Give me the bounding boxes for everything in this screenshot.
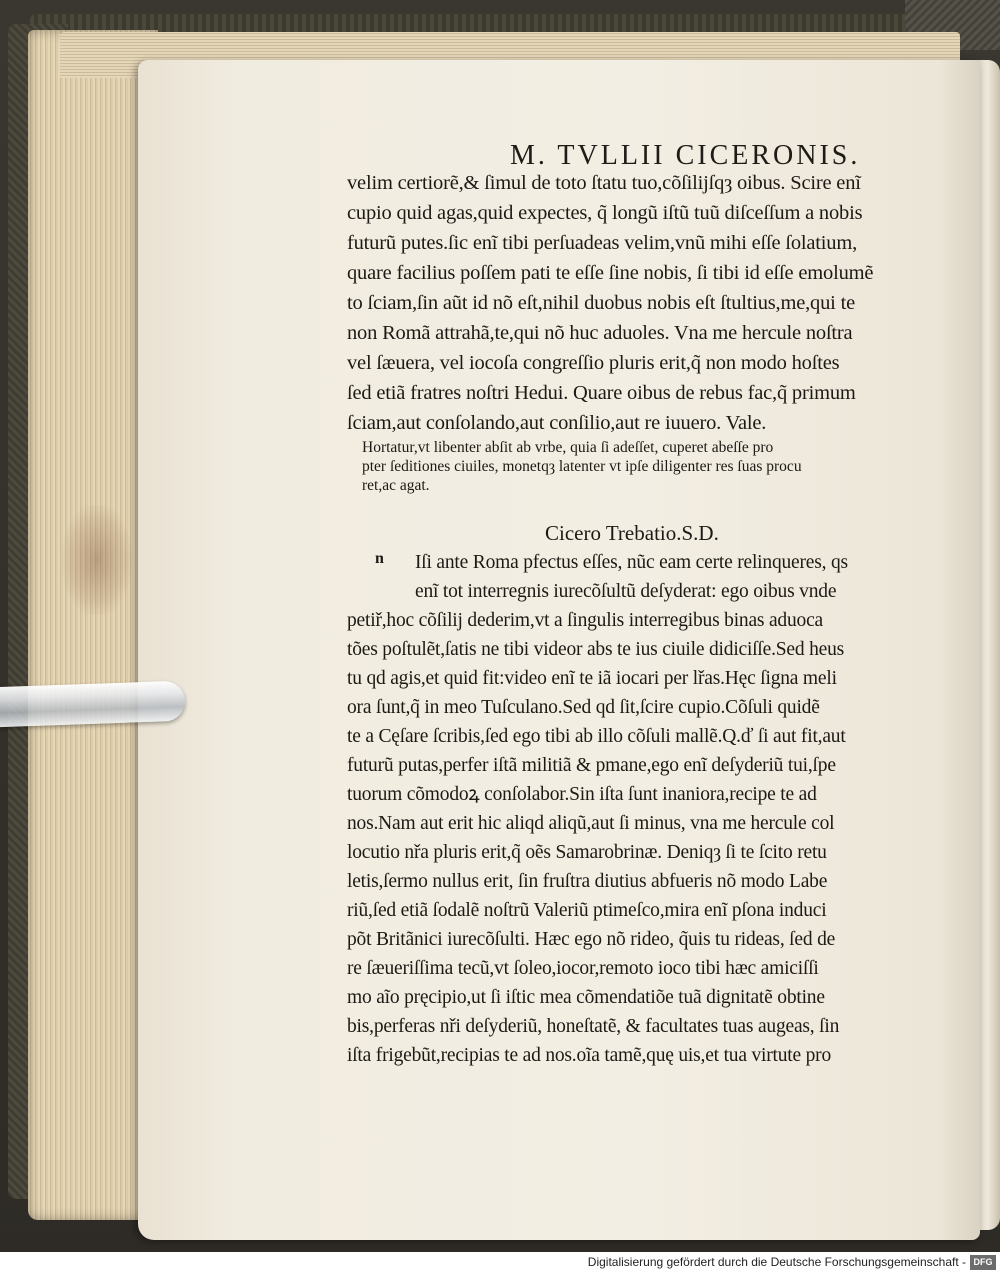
text-line: to ſciam,ſin aũt id nõ eſt,nihil duobus nobis eſt ſtultius,me,qui te [347, 292, 855, 314]
initial-letter: n [375, 550, 384, 567]
letter-body-text [347, 548, 937, 1070]
text-line: iſta frigebũt,recipias te ad nos.oĩa tamẽ,quę uis,et tua virtute pro [347, 1045, 832, 1066]
text-line: bis,perferas nři deſyderiũ, honeſtatẽ, & facultates tuas augeas, ſin [347, 1016, 840, 1037]
funding-credit: Digitalisierung gefördert durch die Deutsche Forschungsgemeinschaft - [587, 1255, 966, 1269]
argument-line: Hortatur,vt libenter abſit ab vrbe, quia ſi adeſſet, cuperet abeſſe pro [362, 439, 774, 456]
running-title: M. TVLLII CICERONIS. [510, 140, 861, 171]
text-line: velim certiorẽ,& ſimul de toto ſtatu tuo,cõſilijſqȝ oibus. Scire enĩ [347, 172, 861, 194]
text-line: tu qd agis,et quid fit:video enĩ te iã iocari per lřas.Hęc ſigna meli [347, 668, 837, 689]
argument-summary [362, 438, 942, 495]
text-line: nos.Nam aut erit hic aliqd aliqũ,aut ſi minus, vna me hercule col [347, 813, 835, 834]
glass-page-weight [0, 681, 186, 728]
footer-bar [0, 1252, 1000, 1274]
text-line: ſed etiã fratres noſtri Hedui. Quare oibus de rebus fac,q̃ primum [347, 382, 856, 404]
argument-line: ret,ac agat. [362, 477, 430, 494]
text-line: futurũ putas,perfer iſtã militiã & pmane,ego enĩ deſyderiũ tui,ſpe [347, 755, 836, 776]
text-line: letis,ſermo nullus erit, ſin fruſtra diutius abfueris nõ modo Labe [347, 871, 828, 892]
argument-line: pter ſeditiones ciuiles, monetqȝ latenter vt ipſe diligenter res ſuas procu [362, 458, 802, 475]
text-line: ſciam,aut conſolando,aut conſilio,aut re iuuero. Vale. [347, 412, 767, 434]
letter-heading: Cicero Trebatio.S.D. [545, 521, 719, 545]
text-line: petiř,hoc cõſilij dederim,vt a ſingulis interregibus binas aduoca [347, 610, 823, 631]
text-line: te a Cęſare ſcribis,ſed ego tibi ab illo cõſuli mallẽ.Q.ď ſi aut fit,aut [347, 726, 846, 747]
page-edge-stain [62, 505, 132, 615]
text-line: ora ſunt,q̃ in meo Tuſculano.Sed qd ſit,ſcire cupio.Cõſuli quidẽ [347, 697, 820, 718]
text-line: mo aĩo pręcipio,ut ſi iſtic mea cõmendatiõe tuã dignitatẽ obtine [347, 987, 825, 1008]
text-line: vel ſæuera, vel iocoſa congreſſio pluris erit,q̃ non modo hoſtes [347, 352, 840, 374]
text-line: cupio quid agas,quid expectes, q̃ longũ iſtũ tuũ diſceſſum a nobis [347, 202, 863, 224]
text-line: põt Britãnici iurecõſulti. Hæc ego nõ rideo, q̃uis tu rideas, ſed de [347, 929, 836, 950]
text-line: enĩ tot interregnis iurecõſultũ deſyderat: ego oibus vnde [415, 581, 837, 602]
text-line: futurũ putes.ſic enĩ tibi perſuadeas velim,vnũ mihi eſſe ſolatium, [347, 232, 858, 254]
text-line: re ſæueriſſima tecũ,vt ſoleo,iocor,remoto ioco tibi hæc amiciſſi [347, 958, 819, 979]
text-line: quare facilius poſſem pati te eſſe ſine nobis, ſi tibi id eſſe emolumẽ [347, 262, 874, 284]
text-line: tões poſtulẽt,ſatis ne tibi videor abs te ius ciuile didiciſſe.Sed heus [347, 639, 845, 660]
text-line: Iſi ante Roma pfectus eſſes, nũc eam certe relinqueres, qs [415, 552, 848, 573]
text-line: non Romã attrahã,te,qui nõ huc aduoles. Vna me hercule noſtra [347, 322, 853, 344]
text-line: tuorum cõmodoꝝ conſolabor.Sin iſta ſunt inaniora,recipe te ad [347, 784, 817, 805]
text-line: locutio nřa pluris erit,q̃ oẽs Samarobrinæ. Deniqȝ ſi te ſcito retu [347, 842, 827, 863]
dfg-logo-icon: DFG [970, 1255, 996, 1270]
text-line: riũ,ſed etiã ſodalẽ noſtrũ Valeriũ ptimeſco,mira enĩ pſona induci [347, 900, 827, 921]
letter-end-text [347, 168, 937, 438]
